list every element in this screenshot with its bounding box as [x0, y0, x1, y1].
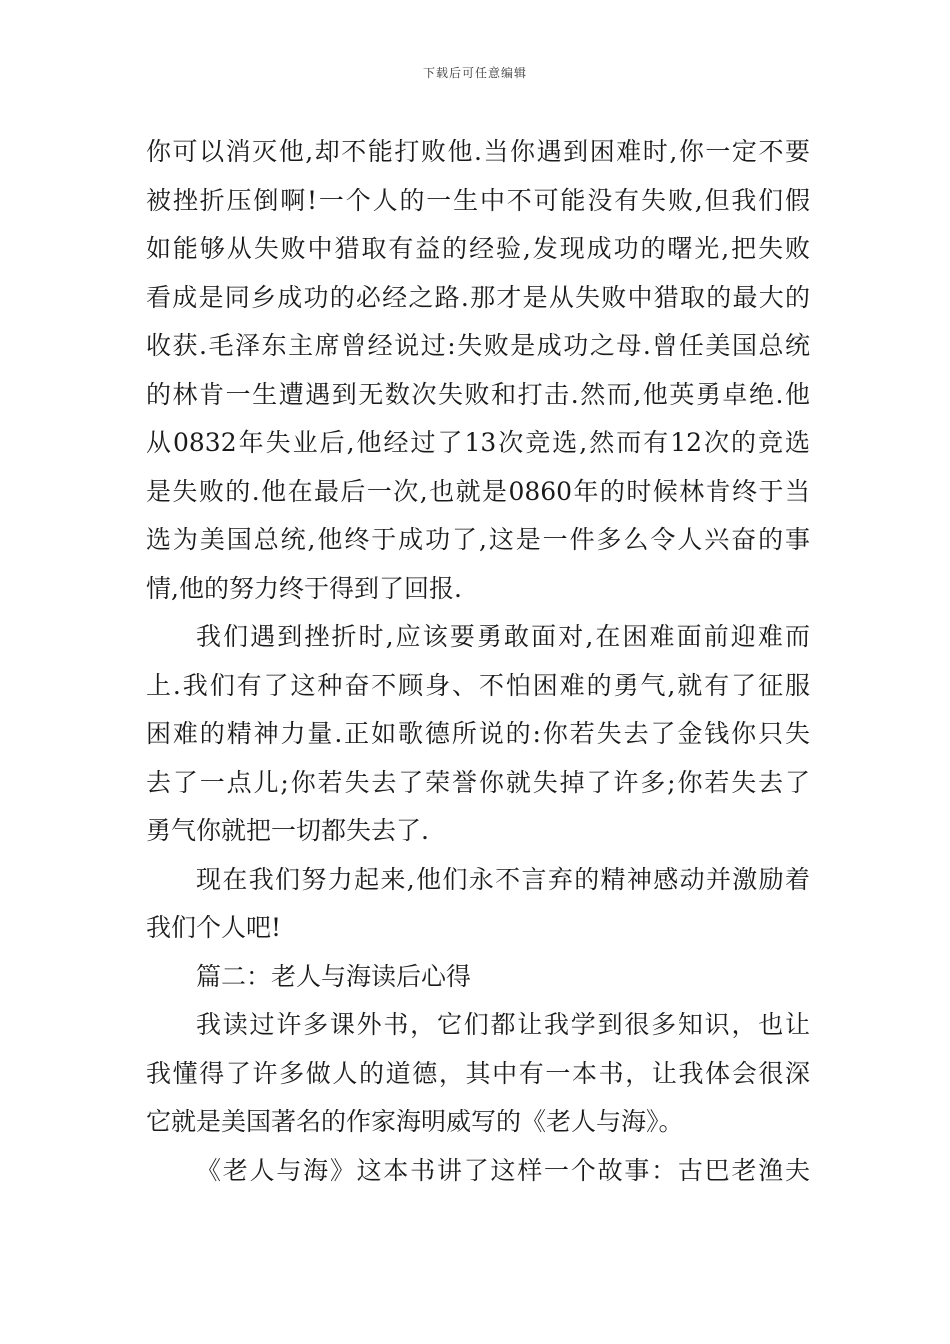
- text-line: 我们个人吧!: [146, 913, 282, 942]
- text-line: 我们遇到挫折时,应该要勇敢面对,在困难面前迎难而: [196, 622, 810, 651]
- section-heading: [146, 953, 810, 1002]
- paragraph: [146, 1001, 810, 1147]
- text-line: 篇二：老人与海读后心得: [196, 961, 472, 991]
- paragraph: [146, 1147, 810, 1196]
- text-line: 上.我们有了这种奋不顾身、不怕困难的勇气,就有了征服: [146, 670, 810, 700]
- text-line: 从0832年失业后,他经过了13次竞选,然而有12次的竞选: [146, 428, 810, 457]
- text-line: 选为美国总统,他终于成功了,这是一件多么令人兴奋的事: [146, 525, 810, 554]
- text-line: 我读过许多课外书，它们都让我学到很多知识，也让: [196, 1010, 810, 1039]
- text-line: 勇气你就把一切都失去了.: [146, 816, 429, 845]
- text-line: 是失败的.他在最后一次,也就是0860年的时候林肯终于当: [146, 476, 810, 506]
- text-line: 看成是同乡成功的必经之路.那才是从失败中猎取的最大的: [146, 282, 810, 312]
- text-line: 的林肯一生遭遇到无数次失败和打击.然而,他英勇卓绝.他: [146, 379, 810, 409]
- text-line: 它就是美国著名的作家海明威写的《老人与海》。: [146, 1107, 684, 1136]
- text-line: 情,他的努力终于得到了回报.: [146, 573, 462, 603]
- text-line: 去了一点儿;你若失去了荣誉你就失掉了许多;你若失去了: [146, 767, 810, 797]
- page-header: 下载后可任意编辑: [422, 66, 527, 80]
- text-line: 我懂得了许多做人的道德，其中有一本书，让我体会很深: [146, 1058, 810, 1088]
- text-line: 现在我们努力起来,他们永不言弃的精神感动并激励着: [196, 864, 810, 894]
- text-line: 《老人与海》这本书讲了这样一个故事：古巴老渔夫: [196, 1155, 810, 1185]
- text-line: 困难的精神力量.正如歌德所说的:你若失去了金钱你只失: [146, 719, 810, 748]
- paragraph: [146, 613, 810, 856]
- document-body: [146, 128, 810, 1195]
- text-line: 你可以消灭他,却不能打败他.当你遇到困难时,你一定不要: [146, 137, 810, 166]
- paragraph: [146, 128, 810, 613]
- paragraph: [146, 856, 810, 953]
- text-line: 被挫折压倒啊!一个人的一生中不可能没有失败,但我们假: [146, 185, 810, 215]
- text-line: 收获.毛泽东主席曾经说过:失败是成功之母.曾任美国总统: [146, 331, 810, 360]
- text-line: 如能够从失败中猎取有益的经验,发现成功的曙光,把失败: [146, 234, 810, 263]
